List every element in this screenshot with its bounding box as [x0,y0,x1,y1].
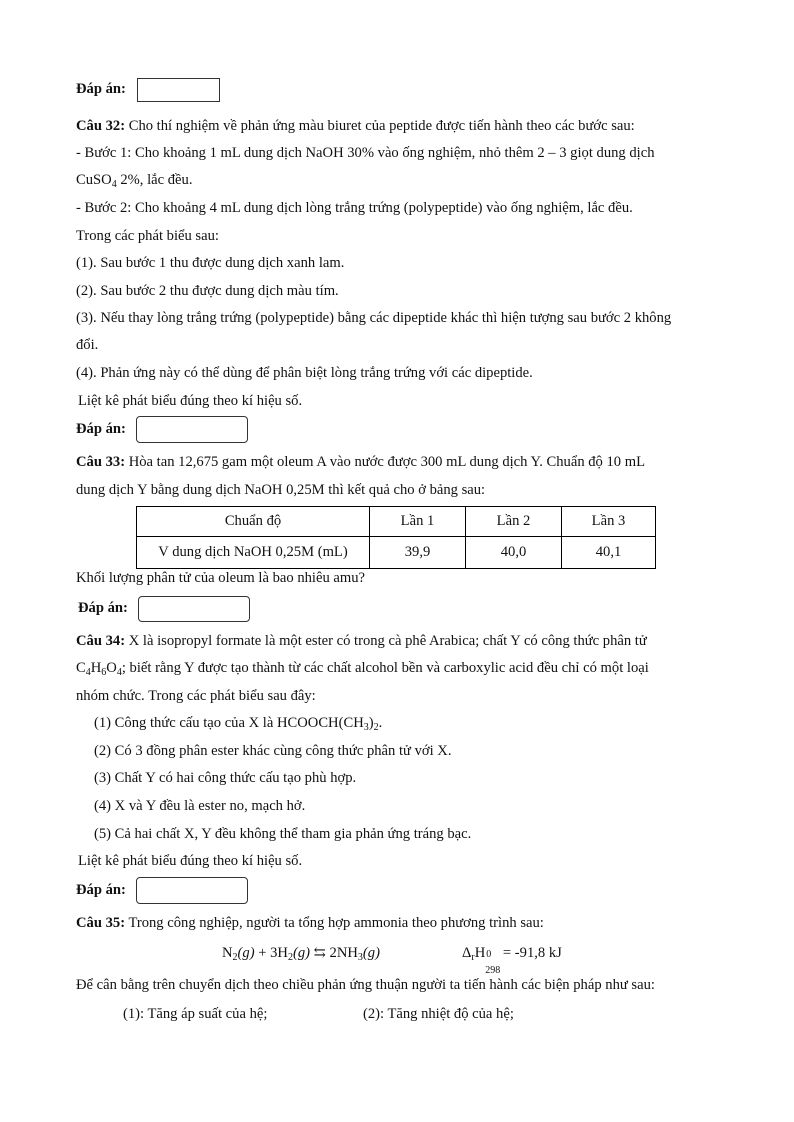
q32-statement-3: (3). Nếu thay lòng trắng trứng (polypeptide) bằng các dipeptide khác thì hiện tượng sau bước 2 không [76,310,672,326]
q32-step1-cont: CuSO$_4$ 2%, lắc đều. [76,172,193,190]
q33-question: Khối lượng phân tử của oleum là bao nhiêu amu? [76,570,365,586]
table-cell: 40,1 [562,537,656,569]
q34-list-instruction: Liệt kê phát biểu đúng theo kí hiệu số. [78,853,303,869]
q34-statement-1: (1) Công thức cấu tạo của X là $HCOOCH(CH_3)_2$. [94,715,383,733]
answer-box-q31[interactable] [137,78,220,102]
q34-line3: nhóm chức. Trong các phát biểu sau đây: [76,688,316,704]
q32-statement-4: (4). Phản ứng này có thể dùng để phân biệt lòng trắng trứng với các dipeptide. [76,365,533,381]
q34-statement-5: (5) Cả hai chất X, Y đều không thể tham gia phản ứng tráng bạc. [94,826,472,842]
table-header-cell: Lần 2 [466,507,562,537]
q35-option-1: (1): Tăng áp suất của hệ; [123,1006,268,1022]
q33-line2: dung dịch Y bằng dung dịch NaOH 0,25M thì kết quả cho ở bảng sau: [76,482,486,498]
answer-label: Đáp án: [76,81,126,97]
q34-statement-2: (2) Có 3 đồng phân ester khác cùng công thức phân tử với X. [94,743,452,759]
q32-intro: Câu 32: Cho thí nghiệm về phản ứng màu biuret của peptide được tiến hành theo các bước sau: [76,118,635,134]
q32-statement-2: (2). Sau bước 2 thu được dung dịch màu tím. [76,283,339,299]
table-header-cell: Lần 1 [370,507,466,537]
q32-statement-3-cont: đổi. [76,337,99,353]
answer-box-q33[interactable] [138,596,250,622]
enthalpy-value: $\Delta_rH$ 0 298 = -91,8 kJ [462,945,562,976]
table-cell: 40,0 [466,537,562,569]
q32-step1: - Bước 1: Cho khoảng 1 mL dung dịch NaOH 30% vào ống nghiệm, nhỏ thêm 2 – 3 giọt dung dịch [76,145,655,161]
q32-prompt: Trong các phát biểu sau: [76,228,219,244]
q35-line2: Để cân bằng trên chuyển dịch theo chiều phản ứng thuận người ta tiến hành các biện pháp như sau: [76,977,655,993]
answer-box-q32[interactable] [136,416,248,443]
table-cell: 39,9 [370,537,466,569]
table-row-label: V dung dịch NaOH 0,25M (mL) [137,537,370,569]
table-header-cell: Chuẩn độ [137,507,370,537]
q35-line1: Câu 35: Trong công nghiệp, người ta tổng hợp ammonia theo phương trình sau: [76,915,544,931]
q34-line1: Câu 34: X là isopropyl formate là một ester có trong cà phê Arabica; chất Y có công thức phân tử [76,633,647,649]
q32-statement-1: (1). Sau bước 1 thu được dung dịch xanh lam. [76,255,345,271]
q32-step2: - Bước 2: Cho khoảng 4 mL dung dịch lòng trắng trứng (polypeptide) vào ống nghiệm, lắc đều. [76,200,633,216]
answer-box-q34[interactable] [136,877,248,904]
q33-line1: Câu 33: Hòa tan 12,675 gam một oleum A vào nước được 300 mL dung dịch Y. Chuẩn độ 10 mL [76,454,646,470]
answer-label: Đáp án: [76,882,126,898]
table-row [137,537,656,569]
q34-line2: $C_4H_6O_4$; biết rằng Y được tạo thành từ các chất alcohol bền và carboxylic acid đều chỉ có một loại [76,660,649,678]
table-header-row [137,507,656,537]
table-header-cell: Lần 3 [562,507,656,537]
answer-label: Đáp án: [78,600,128,616]
q34-statement-4: (4) X và Y đều là ester no, mạch hở. [94,798,306,814]
q34-statement-3: (3) Chất Y có hai công thức cấu tạo phù hợp. [94,770,357,786]
titration-table [136,506,656,569]
answer-label: Đáp án: [76,421,126,437]
q32-list-instruction: Liệt kê phát biểu đúng theo kí hiệu số. [78,393,303,409]
chemical-equation: $N_2(g) + 3H_2(g)$ ⇆ $2NH_3(g)$ [222,945,380,963]
q35-option-2: (2): Tăng nhiệt độ của hệ; [363,1006,514,1022]
